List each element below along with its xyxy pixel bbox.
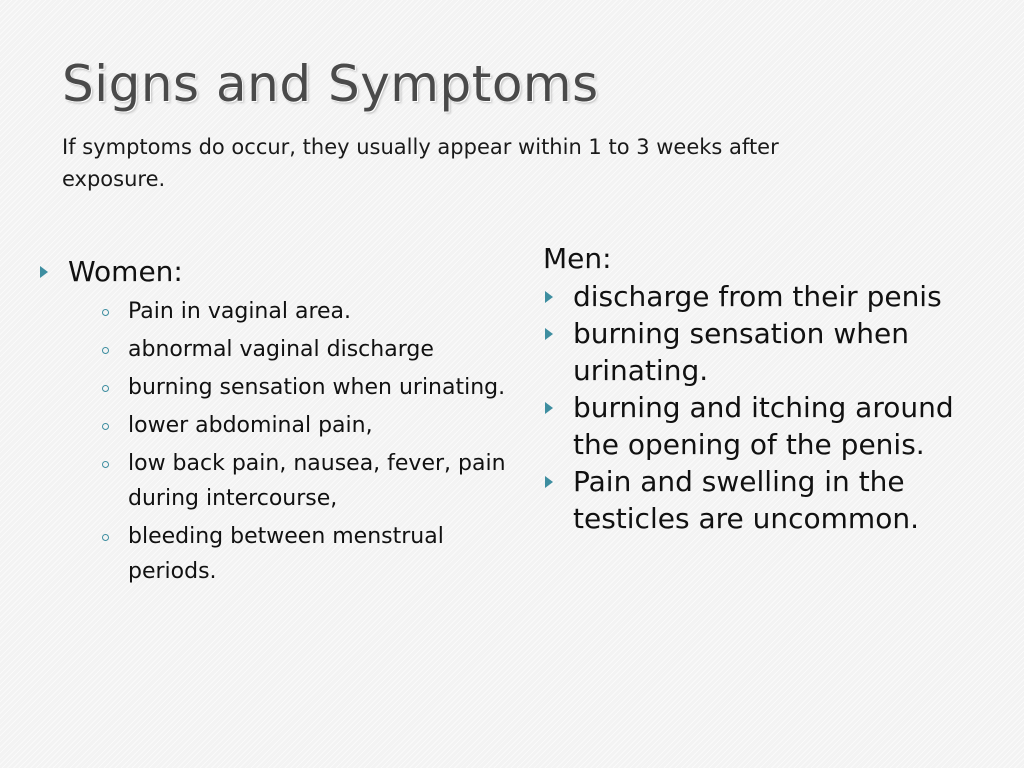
women-symptom-text: abnormal vaginal discharge bbox=[128, 337, 434, 362]
men-symptom-text: burning and itching around the opening of the penis. bbox=[573, 391, 954, 461]
men-symptom-item bbox=[543, 278, 973, 315]
triangle-arrow-bullet-icon bbox=[545, 476, 553, 488]
women-symptom-list bbox=[68, 294, 508, 589]
men-heading: Men: bbox=[543, 242, 612, 275]
women-bullet bbox=[38, 252, 508, 589]
women-column bbox=[38, 252, 508, 592]
hollow-circle-bullet-icon bbox=[102, 385, 109, 392]
women-symptom-text: Pain in vaginal area. bbox=[128, 299, 352, 324]
men-column bbox=[543, 240, 973, 537]
hollow-circle-bullet-icon bbox=[102, 461, 109, 468]
hollow-circle-bullet-icon bbox=[102, 347, 109, 354]
women-symptom-text: bleeding between menstrual periods. bbox=[128, 524, 444, 584]
hollow-circle-bullet-icon bbox=[102, 534, 109, 541]
hollow-circle-bullet-icon bbox=[102, 309, 109, 316]
women-symptom-text: burning sensation when urinating. bbox=[128, 375, 506, 400]
women-symptom-item bbox=[68, 294, 508, 329]
men-symptom-text: burning sensation when urinating. bbox=[573, 317, 909, 387]
women-symptom-item bbox=[68, 519, 508, 589]
women-symptom-item bbox=[68, 408, 508, 443]
triangle-arrow-bullet-icon bbox=[545, 328, 553, 340]
men-symptom-list bbox=[543, 278, 973, 537]
men-symptom-item bbox=[543, 389, 973, 463]
men-symptom-text: Pain and swelling in the testicles are uncommon. bbox=[573, 465, 919, 535]
women-symptom-text: lower abdominal pain, bbox=[128, 413, 373, 438]
triangle-arrow-bullet-icon bbox=[545, 402, 553, 414]
men-symptom-item bbox=[543, 315, 973, 389]
men-symptom-text: discharge from their penis bbox=[573, 280, 942, 313]
women-symptom-text: low back pain, nausea, fever, pain during intercourse, bbox=[128, 451, 506, 511]
women-symptom-item bbox=[68, 446, 508, 516]
triangle-arrow-bullet-icon bbox=[545, 291, 553, 303]
men-symptom-item bbox=[543, 463, 973, 537]
women-symptom-item bbox=[68, 370, 508, 405]
women-symptom-item bbox=[68, 332, 508, 367]
triangle-arrow-bullet-icon bbox=[40, 266, 48, 278]
slide-title: Signs and Symptoms bbox=[62, 55, 599, 113]
hollow-circle-bullet-icon bbox=[102, 423, 109, 430]
slide-subtitle: If symptoms do occur, they usually appear within 1 to 3 weeks after exposure. bbox=[62, 135, 779, 191]
women-heading: Women: bbox=[68, 255, 183, 288]
